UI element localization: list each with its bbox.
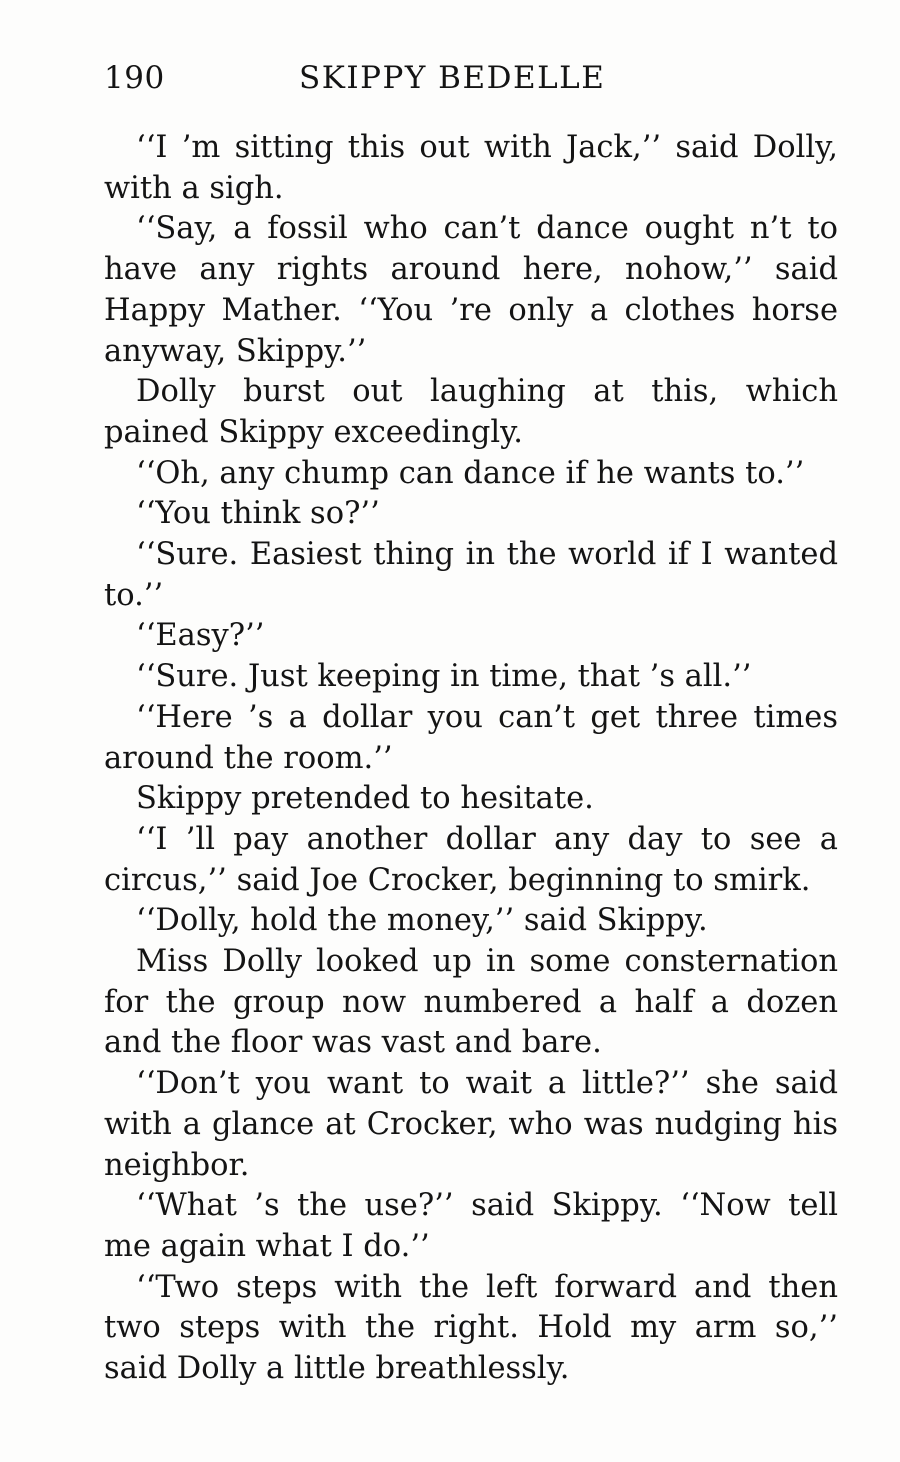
body-text [104,128,838,1390]
page-number: 190 [104,60,165,96]
paragraph: ‘‘You think so?’’ [136,496,380,532]
paragraph: ‘‘What ’s the use?’’ said Skippy. ‘‘Now tell me again what I do.’’ [104,1188,838,1264]
paragraph: ‘‘Two steps with the left forward and then two steps with the right. Hold my arm so,’’ said Dolly a little breathlessly. [104,1269,838,1387]
paragraph: ‘‘Don’t you want to wait a little?’’ she said with a glance at Crocker, who was nudging his neighbor. [104,1066,838,1183]
paragraph: ‘‘Say, a fossil who can’t dance ought n’t to have any rights around here, nohow,’’ said Happy Mather. ‘‘You ’re only a clothes horse anyway, Skippy.’’ [104,211,838,369]
paragraph: ‘‘Easy?’’ [136,618,265,654]
paragraph: ‘‘I ’ll pay another dollar any day to see a circus,’’ said Joe Crocker, beginning to smirk. [104,821,838,898]
paragraph: ‘‘I ’m sitting this out with Jack,’’ said Dolly, with a sigh. [104,130,838,206]
paragraph: ‘‘Sure. Easiest thing in the world if I wanted to.’’ [104,537,838,613]
running-head [104,60,838,104]
paragraph: Skippy pretended to hesitate. [136,781,594,817]
paragraph: ‘‘Oh, any chump can dance if he wants to.’’ [136,455,805,491]
paragraph: Dolly burst out laughing at this, which pained Skippy exceedingly. [104,374,838,450]
paragraph: ‘‘Dolly, hold the money,’’ said Skippy. [136,903,708,939]
paragraph: Miss Dolly looked up in some consternation for the group now numbered a half a dozen and the floor was vast and bare. [104,944,838,1061]
paragraph: ‘‘Sure. Just keeping in time, that ’s all.’’ [136,659,752,695]
paragraph: ‘‘Here ’s a dollar you can’t get three times around the room.’’ [104,699,838,776]
book-title: SKIPPY BEDELLE [299,60,606,96]
